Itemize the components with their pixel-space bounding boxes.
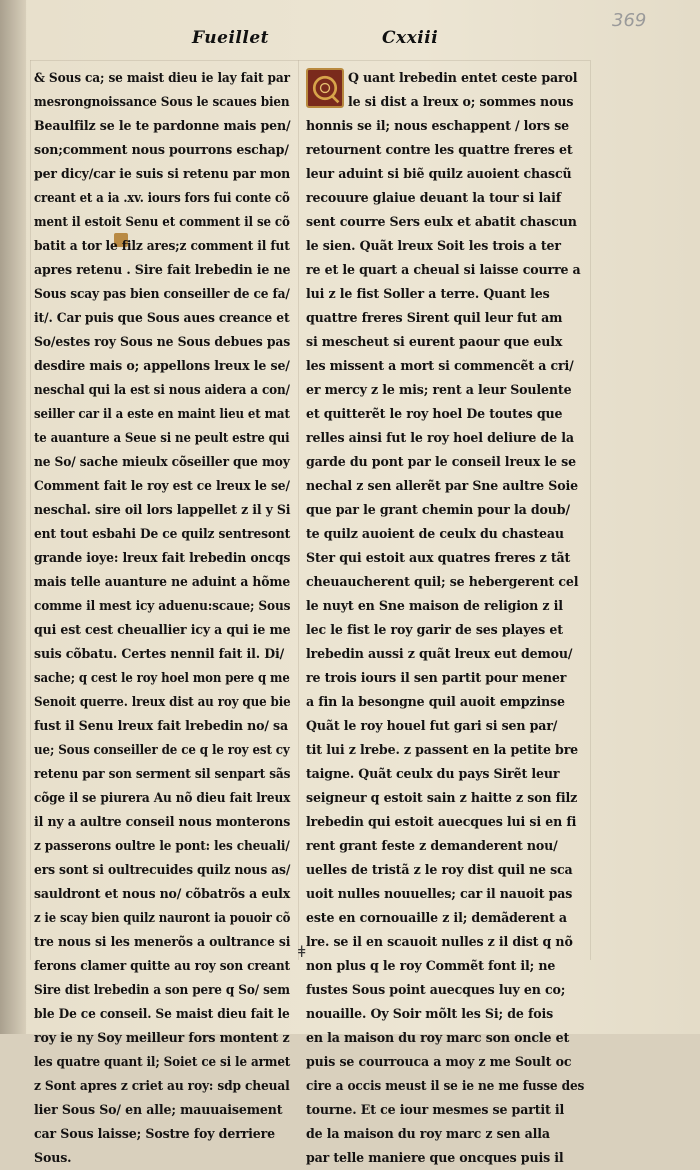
text-line: les missent a mort si commencẽt a cri/ — [306, 358, 574, 373]
text-line: seigneur q estoit sain z haitte z son filz — [306, 790, 578, 805]
text-line: ne So/ sache mieulx cõseiller que moy — [34, 454, 290, 469]
text-line: ent tout esbahi De ce quilz sentresont — [34, 526, 291, 541]
text-line: car Sous laisse; Sostre foy derriere — [34, 1126, 276, 1141]
text-line: lui z le fist Soller a terre. Quant les — [306, 286, 550, 301]
text-line: z ie scay bien quilz nauront ia pouoir cõ — [34, 910, 291, 925]
text-line: ble De ce conseil. Se maist dieu fait le — [34, 1006, 290, 1021]
text-line: quattre freres Sirent quil leur fut am — [306, 310, 563, 325]
text-line: z Sont apres z criet au roy: sdp cheual — [34, 1078, 290, 1093]
text-line: il ny a aultre conseil nous monterons — [34, 814, 291, 829]
text-line: comme il mest icy aduenu:scaue; Sous — [34, 598, 291, 613]
text-line: a fin la besongne quil auoit empzinse — [306, 694, 565, 709]
text-line: suis cõbatu. Certes nennil fait il. Di/ — [34, 646, 285, 661]
text-line: lier Sous So/ en alle; mauuaisement — [34, 1102, 283, 1117]
text-line: neschal qui la est si nous aidera a con/ — [34, 382, 290, 397]
text-line: lre. se il en scauoit nulles z il dist q nõ — [306, 934, 573, 949]
text-line: lrebedin qui estoit auecques lui si en fi — [306, 814, 577, 829]
text-line: si mescheut si eurent paour que eulx — [306, 334, 563, 349]
text-line: ment il estoit Senu et comment il se cõ — [34, 214, 290, 229]
text-line: et quitterẽt le roy hoel De toutes que — [306, 406, 563, 421]
text-line: ferons clamer quitte au roy son creant — [34, 958, 290, 973]
text-line: batit a tor le filz ares;z comment il fut — [34, 238, 290, 253]
text-line: que par le grant chemin pour la doub/ — [306, 502, 570, 517]
text-column-left — [34, 66, 290, 1170]
text-line: sent courre Sers eulx et abatit chascun — [306, 214, 577, 229]
text-line: tre nous si les menerõs a oultrance si — [34, 934, 291, 949]
text-line: re et le quart a cheual si laisse courre a — [306, 262, 581, 277]
text-line: desdire mais o; appellons lreux le se/ — [34, 358, 290, 373]
text-line: son;comment nous pourrons eschap/ — [34, 142, 289, 157]
text-line: tit lui z lrebe. z passent en la petite bre — [306, 742, 579, 757]
page-gutter-shadow — [0, 0, 26, 1034]
text-line: roy ie ny Soy meilleur fors montent z — [34, 1030, 290, 1045]
text-line: per dicy/car ie suis si retenu par mon — [34, 166, 291, 181]
text-line: garde du pont par le conseil lreux le se — [306, 454, 576, 469]
text-line: Comment fait le roy est ce lreux le se/ — [34, 478, 290, 493]
text-line: sache; q cest le roy hoel mon pere q me — [34, 670, 290, 685]
text-line: rent grant feste z demanderent nou/ — [306, 838, 558, 853]
text-line: Q uant lrebedin entet ceste parol — [348, 70, 578, 85]
text-line: Beaulfilz se le te pardonne mais pen/ — [34, 118, 291, 133]
text-line: fustes Sous point auecques luy en co; — [306, 982, 566, 997]
text-line: non plus q le roy Commẽt font il; ne — [306, 958, 556, 973]
text-line: mais telle auanture ne aduint a hõme — [34, 574, 291, 589]
text-line: relles ainsi fut le roy hoel deliure de la — [306, 430, 574, 445]
text-line: creant et a ia .xv. iours fors fui conte cõ — [34, 190, 290, 205]
text-line: Senoit querre. lreux dist au roy que bie — [34, 694, 291, 709]
text-line: uelles de tristã z le roy dist quil ne sca — [306, 862, 573, 877]
ruling-line-mid — [298, 60, 299, 960]
pencil-folio-number: 369 — [612, 10, 647, 31]
text-line: este en cornouaille z il; demãderent a — [306, 910, 567, 925]
ruling-line-right — [590, 60, 591, 960]
text-line: cheuaucherent quil; se hebergerent cel — [306, 574, 579, 589]
text-line: te quilz auoient de ceulx du chasteau — [306, 526, 564, 541]
text-line: Sous. — [34, 1150, 72, 1165]
text-line: recouure glaiue deuant la tour si laif — [306, 190, 562, 205]
text-line: So/estes roy Sous ne Sous debues pas — [34, 334, 291, 349]
text-line: retournent contre les quattre freres et — [306, 142, 573, 157]
text-line: puis se courrouca a moy z me Soult oc — [306, 1054, 572, 1069]
text-line: cire a occis meust il se ie ne me fusse des — [306, 1078, 585, 1093]
ruling-line-top — [30, 60, 590, 61]
text-line: Sous scay pas bien conseiller de ce fa/ — [34, 286, 290, 301]
text-line: it/. Car puis que Sous aues creance et — [34, 310, 290, 325]
text-line: le nuyt en Sne maison de religion z il — [306, 598, 563, 613]
text-line: de la maison du roy marc z sen alla — [306, 1126, 550, 1141]
ruling-line-left — [30, 60, 31, 960]
text-line: er mercy z le mis; rent a leur Soulente — [306, 382, 572, 397]
text-column-right — [306, 66, 584, 1170]
text-line: lrebedin aussi z quãt lreux eut demou/ — [306, 646, 573, 661]
text-line: par telle maniere que oncques puis il — [306, 1150, 564, 1165]
text-line: retenu par son serment sil senpart sãs — [34, 766, 291, 781]
text-line: le si dist a lreux o; sommes nous — [348, 94, 574, 109]
text-line: nechal z sen allerẽt par Sne aultre Soie — [306, 478, 578, 493]
text-line: cõge il se piurera Au nõ dieu fait lreux — [34, 790, 291, 805]
text-line: apres retenu . Sire fait lrebedin ie ne — [34, 262, 291, 277]
text-line: en la maison du roy marc son oncle et — [306, 1030, 570, 1045]
text-line: ers sont si oultrecuides quilz nous as/ — [34, 862, 291, 877]
text-line: le sien. Quãt lreux Soit les trois a ter — [306, 238, 561, 253]
text-line: sauldront et nous no/ cõbatrõs a eulx — [34, 886, 291, 901]
text-line: honnis se il; nous eschappent / lors se — [306, 118, 570, 133]
text-line: qui est cest cheuallier icy a qui ie me — [34, 622, 291, 637]
text-line: Quãt le roy houel fut gari si sen par/ — [306, 718, 558, 733]
folio-number: Cxxiii — [382, 28, 439, 48]
text-line: taigne. Quãt ceulx du pays Sirẽt leur — [306, 766, 560, 781]
text-line: seiller car il a este en maint lieu et mat — [34, 406, 290, 421]
text-line: Sire dist lrebedin a son pere q So/ sem — [34, 982, 290, 997]
text-line: mesrongnoissance Sous le scaues bien — [34, 94, 290, 109]
text-line: & Sous ca; se maist dieu ie lay fait par — [34, 70, 290, 85]
text-line: tourne. Et ce iour mesmes se partit il — [306, 1102, 565, 1117]
text-line: fust il Senu lreux fait lrebedin no/ sa — [34, 718, 288, 733]
running-header-left: Fueillet — [192, 28, 269, 48]
text-line: grande ioye: lreux fait lrebedin oncqs — [34, 550, 291, 565]
text-line: Ster qui estoit aux quatres freres z tãt — [306, 550, 571, 565]
text-line: uoit nulles nouuelles; car il nauoit pas — [306, 886, 573, 901]
text-line: z passerons oultre le pont: les cheuali/ — [34, 838, 290, 853]
text-line: ue; Sous conseiller de ce q le roy est cy — [34, 742, 290, 757]
text-line: te auanture a Seue si ne peult estre qui — [34, 430, 290, 445]
text-line: lec le fist le roy garir de ses playes et — [306, 622, 563, 637]
marginal-mark: ǂ — [298, 942, 306, 961]
text-line: nouaille. Oy Soir mõlt les Si; de fois — [306, 1006, 554, 1021]
text-line: les quatre quant il; Soiet ce si le armet — [34, 1054, 291, 1069]
text-line: re trois iours il sen partit pour mener — [306, 670, 567, 685]
text-line: neschal. sire oil lors lappellet z il y Si — [34, 502, 291, 517]
text-line: leur aduint si biẽ quilz auoient chascũ — [306, 166, 572, 181]
